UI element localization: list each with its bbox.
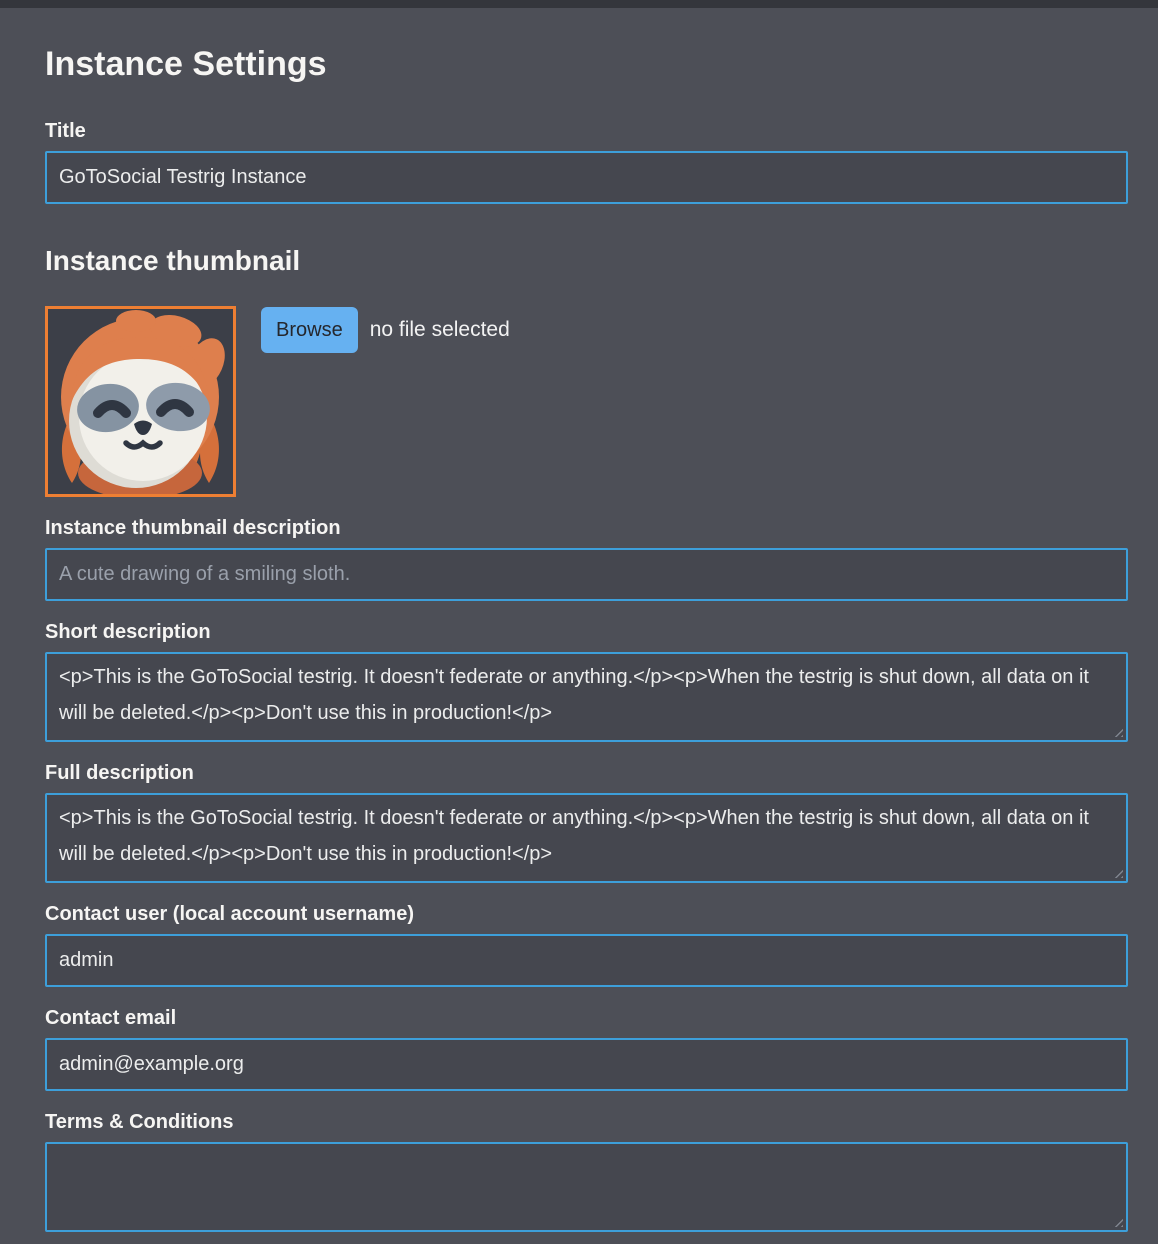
thumbnail-description-field xyxy=(45,516,1128,601)
title-label: Title xyxy=(45,120,86,142)
terms-label: Terms & Conditions xyxy=(45,1111,234,1133)
title-input[interactable] xyxy=(45,151,1128,204)
full-description-label: Full description xyxy=(45,762,194,784)
contact-email-field xyxy=(45,1006,1128,1091)
terms-field xyxy=(45,1110,1128,1232)
short-description-field xyxy=(45,620,1128,742)
contact-email-label: Contact email xyxy=(45,1007,177,1029)
full-description-textarea[interactable] xyxy=(45,793,1128,883)
title-field xyxy=(45,119,1128,204)
contact-email-input[interactable] xyxy=(45,1038,1128,1091)
instance-thumbnail-image xyxy=(45,306,236,497)
file-picker xyxy=(261,307,510,353)
sloth-mascot-illustration xyxy=(48,309,233,494)
browse-button[interactable]: Browse xyxy=(261,307,358,353)
thumbnail-row xyxy=(45,306,1128,497)
file-status-text: no file selected xyxy=(369,318,510,341)
page-title: Instance Settings xyxy=(45,45,327,83)
thumbnail-description-input[interactable] xyxy=(45,548,1128,601)
terms-textarea[interactable] xyxy=(45,1142,1128,1232)
top-divider xyxy=(0,0,1158,8)
short-description-textarea[interactable] xyxy=(45,652,1128,742)
contact-user-input[interactable] xyxy=(45,934,1128,987)
full-description-field xyxy=(45,761,1128,883)
instance-settings-page xyxy=(45,44,1128,1232)
contact-user-field xyxy=(45,902,1128,987)
instance-thumbnail-heading: Instance thumbnail xyxy=(45,245,301,276)
thumbnail-description-label: Instance thumbnail description xyxy=(45,517,341,539)
short-description-label: Short description xyxy=(45,621,211,643)
contact-user-label: Contact user (local account username) xyxy=(45,903,414,925)
